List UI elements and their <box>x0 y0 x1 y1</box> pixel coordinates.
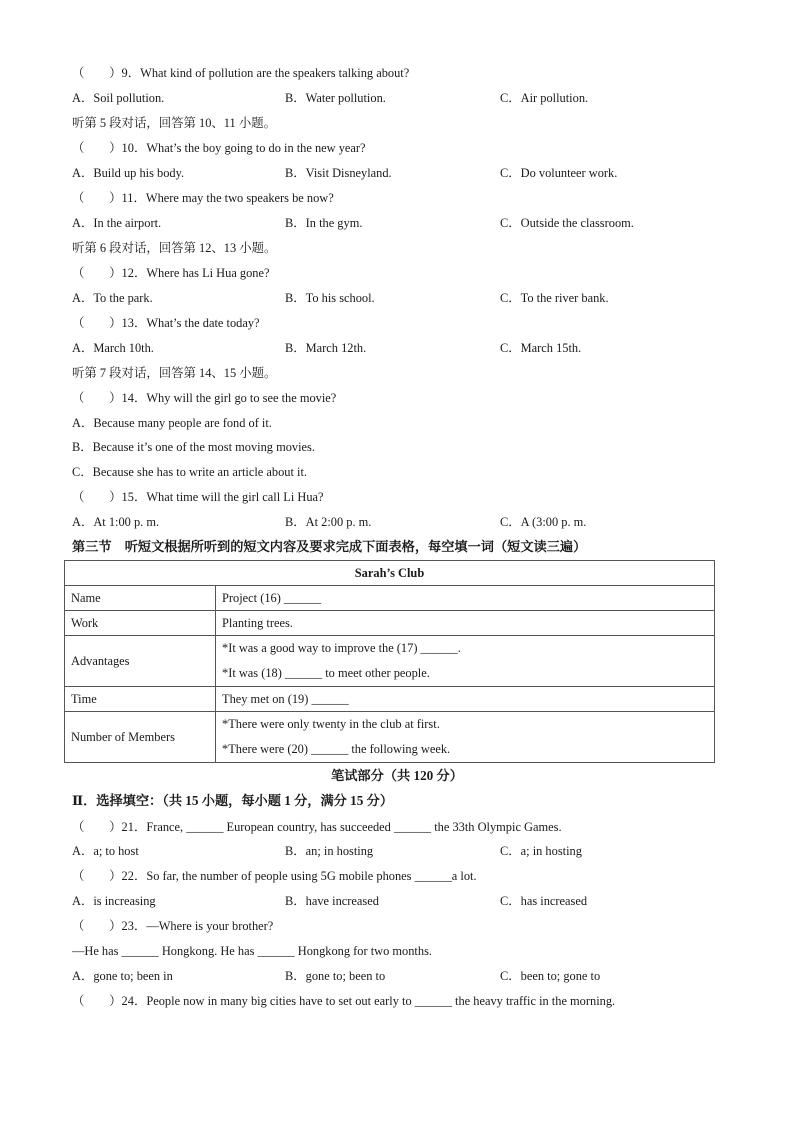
table-title: Sarah’s Club <box>65 561 715 586</box>
q23-option-b: B．gone to; been to <box>285 969 386 983</box>
question-14-stem: （ ）14．Why will the girl go to see the movie? <box>72 391 337 405</box>
q14-option-b: B．Because it’s one of the most moving movies. <box>72 440 315 454</box>
question-12-stem: （ ）12．Where has Li Hua gone? <box>72 266 270 280</box>
members-line-1: *There were only twenty in the club at first. <box>222 717 440 731</box>
q15-option-a: A．At 1:00 p. m. <box>72 515 160 529</box>
name-label: Name <box>65 586 216 611</box>
q12-option-a: A．To the park. <box>72 291 153 305</box>
advantages-value <box>216 636 715 687</box>
question-11-stem: （ ）11．Where may the two speakers be now? <box>72 191 334 205</box>
question-9-stem: （ ）9．What kind of pollution are the speakers talking about? <box>72 66 410 80</box>
q13-option-a: A．March 10th. <box>72 341 154 355</box>
section-intro-6: 听第 6 段对话，回答第 12、13 小题。 <box>72 241 277 255</box>
q9-option-b: B．Water pollution. <box>285 91 386 105</box>
q9-option-c: C．Air pollution. <box>500 91 589 105</box>
q22-option-c: C．has increased <box>500 894 588 908</box>
time-value: They met on (19) ______ <box>216 687 715 712</box>
q10-option-a: A．Build up his body. <box>72 166 185 180</box>
advantages-label: Advantages <box>65 636 216 687</box>
work-value: Planting trees. <box>216 611 715 636</box>
q15-option-c: C．A (3:00 p. m. <box>500 515 587 529</box>
q22-option-a: A．is increasing <box>72 894 156 908</box>
q12-option-b: B．To his school. <box>285 291 375 305</box>
q11-option-a: A．In the airport. <box>72 216 162 230</box>
advantage-line-2: *It was (18) ______ to meet other people. <box>222 666 430 680</box>
members-value <box>216 712 715 763</box>
section-intro-7: 听第 7 段对话，回答第 14、15 小题。 <box>72 366 277 380</box>
q14-option-c: C．Because she has to write an article about it. <box>72 465 308 479</box>
q21-option-a: A．a; to host <box>72 844 139 858</box>
q22-option-b: B．have increased <box>285 894 379 908</box>
question-22-stem: （ ）22．So far, the number of people using 5G mobile phones ______a lot. <box>72 869 477 883</box>
question-24-stem: （ ）24．People now in many big cities have to set out early to ______ the heavy traffic in the morning. <box>72 994 616 1008</box>
advantage-line-1: *It was a good way to improve the (17) ______. <box>222 641 461 655</box>
q12-option-c: C．To the river bank. <box>500 291 609 305</box>
question-10-stem: （ ）10．What’s the boy going to do in the new year? <box>72 141 366 155</box>
members-line-2: *There were (20) ______ the following week. <box>222 742 451 756</box>
section-intro-5: 听第 5 段对话，回答第 10、11 小题。 <box>72 116 276 130</box>
part-2-heading: Ⅱ．选择填空：（共 15 小题，每小题 1 分，满分 15 分） <box>72 793 394 808</box>
name-value: Project (16) ______ <box>216 586 715 611</box>
q15-option-b: B．At 2:00 p. m. <box>285 515 372 529</box>
q14-option-a: A．Because many people are fond of it. <box>72 416 272 430</box>
question-15-stem: （ ）15．What time will the girl call Li Hua? <box>72 490 324 504</box>
question-23-stem: （ ）23．—Where is your brother? <box>72 919 274 933</box>
question-21-stem: （ ）21．France, ______ European country, has succeeded ______ the 33th Olympic Games. <box>72 820 562 834</box>
q21-option-b: B．an; in hosting <box>285 844 374 858</box>
q21-option-c: C．a; in hosting <box>500 844 582 858</box>
q9-option-a: A．Soil pollution. <box>72 91 165 105</box>
q23-option-a: A．gone to; been in <box>72 969 173 983</box>
q11-option-c: C．Outside the classroom. <box>500 216 634 230</box>
section-3-heading: 第三节 听短文根据所听到的短文内容及要求完成下面表格，每空填一词（短文读三遍） <box>72 539 587 554</box>
q23-option-c: C．been to; gone to <box>500 969 601 983</box>
members-label: Number of Members <box>65 712 216 763</box>
q13-option-c: C．March 15th. <box>500 341 582 355</box>
question-13-stem: （ ）13．What’s the date today? <box>72 316 260 330</box>
q10-option-b: B．Visit Disneyland. <box>285 166 392 180</box>
written-part-heading: 笔试部分（共 120 分） <box>331 768 463 783</box>
time-label: Time <box>65 687 216 712</box>
work-label: Work <box>65 611 216 636</box>
q10-option-c: C．Do volunteer work. <box>500 166 618 180</box>
sarahs-club-table <box>64 560 715 763</box>
question-23-line-2: —He has ______ Hongkong. He has ______ Hongkong for two months. <box>72 944 432 958</box>
q11-option-b: B．In the gym. <box>285 216 363 230</box>
q13-option-b: B．March 12th. <box>285 341 367 355</box>
